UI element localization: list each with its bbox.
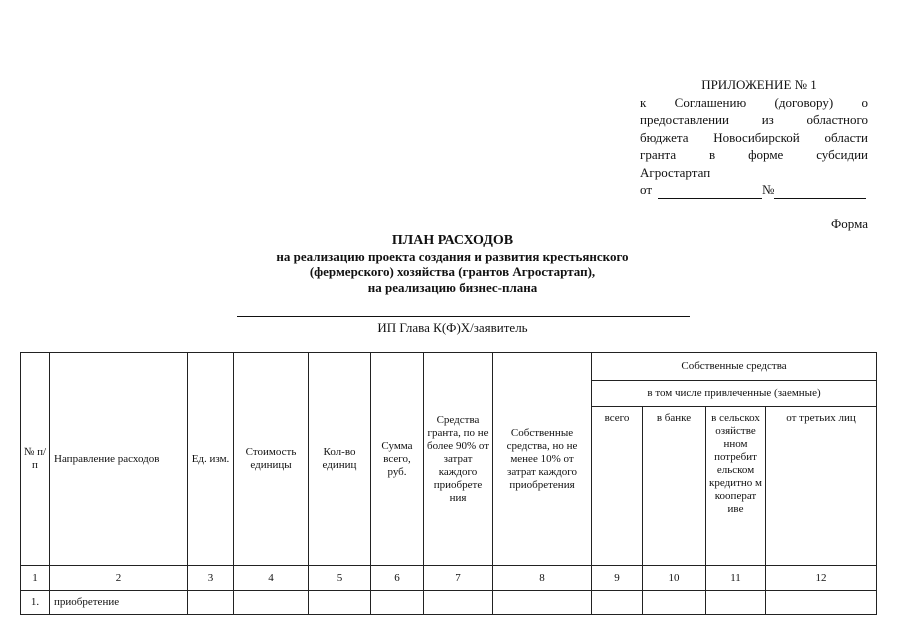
column-number: 12	[766, 566, 877, 591]
header-quantity: Кол-во единиц	[309, 353, 371, 566]
number-label: №	[762, 182, 775, 197]
heading-line: на реализацию проекта создания и развития крестьянского	[276, 248, 629, 264]
appendix-line: гранта в форме субсидии	[640, 147, 868, 162]
column-number: 11	[706, 566, 766, 591]
table-row	[21, 591, 877, 615]
expense-plan-table	[20, 352, 877, 615]
appendix-line: бюджета Новосибирской области	[640, 129, 868, 145]
column-number: 2	[50, 566, 188, 591]
column-number: 5	[309, 566, 371, 591]
row-cell[interactable]	[424, 591, 493, 615]
heading-line: на реализацию бизнес-плана	[367, 279, 538, 295]
column-number: 3	[188, 566, 234, 591]
row-cell[interactable]	[592, 591, 643, 615]
header-total: Сумма всего, руб.	[371, 353, 424, 566]
applicant-name-blank[interactable]	[237, 316, 690, 317]
date-blank[interactable]	[658, 184, 762, 199]
header-unit: Ед. изм.	[188, 353, 234, 566]
header-grant: Средства гранта, по не более 90% от затрат каждого приобрете ния	[424, 353, 493, 566]
row-cell[interactable]	[643, 591, 706, 615]
row-cell[interactable]	[706, 591, 766, 615]
appendix-block	[640, 76, 868, 199]
appendix-line: предоставлении из областного	[640, 112, 868, 127]
header-bank: в банке	[643, 407, 706, 566]
header-unit-cost: Стоимость единицы	[234, 353, 309, 566]
agreement-date-number-line	[640, 181, 868, 199]
from-label: от	[640, 182, 653, 197]
column-number: 4	[234, 566, 309, 591]
row-cell[interactable]	[309, 591, 371, 615]
row-direction[interactable]: приобретение	[50, 591, 188, 615]
header-own-group: Собственные средства	[592, 353, 877, 381]
column-number: 8	[493, 566, 592, 591]
row-cell[interactable]	[188, 591, 234, 615]
appendix-line: к Соглашению (договору) о	[640, 94, 868, 110]
heading-line: (фермерского) хозяйства (грантов Агростартап),	[309, 264, 596, 279]
header-third: от третьих лиц	[766, 407, 877, 566]
row-cell[interactable]	[371, 591, 424, 615]
header-borrowed-group: в том числе привлеченные (заемные)	[592, 381, 877, 407]
header-direction: Направление расходов	[50, 353, 188, 566]
row-cell[interactable]	[234, 591, 309, 615]
document-heading	[0, 233, 905, 295]
row-cell[interactable]	[766, 591, 877, 615]
header-coop: в сельскох озяйстве нном потребит ельском кредитно м кооперат иве	[706, 407, 766, 566]
header-num: № п/п	[21, 353, 50, 566]
column-number: 6	[371, 566, 424, 591]
header-all: всего	[592, 407, 643, 566]
form-label: Форма	[831, 216, 868, 231]
applicant-label: ИП Глава К(Ф)Х/заявитель	[377, 320, 528, 335]
header-own: Собственные средства, но не менее 10% от затрат каждого приобретения	[493, 353, 592, 566]
column-number: 9	[592, 566, 643, 591]
appendix-line: Агростартап	[640, 164, 711, 180]
column-number: 10	[643, 566, 706, 591]
appendix-title: ПРИЛОЖЕНИЕ № 1	[701, 77, 817, 92]
document-title: ПЛАН РАСХОДОВ	[391, 233, 514, 248]
column-number: 7	[424, 566, 493, 591]
number-blank[interactable]	[774, 184, 866, 199]
column-number: 1	[21, 566, 50, 591]
row-cell[interactable]	[493, 591, 592, 615]
row-num: 1.	[21, 591, 50, 615]
